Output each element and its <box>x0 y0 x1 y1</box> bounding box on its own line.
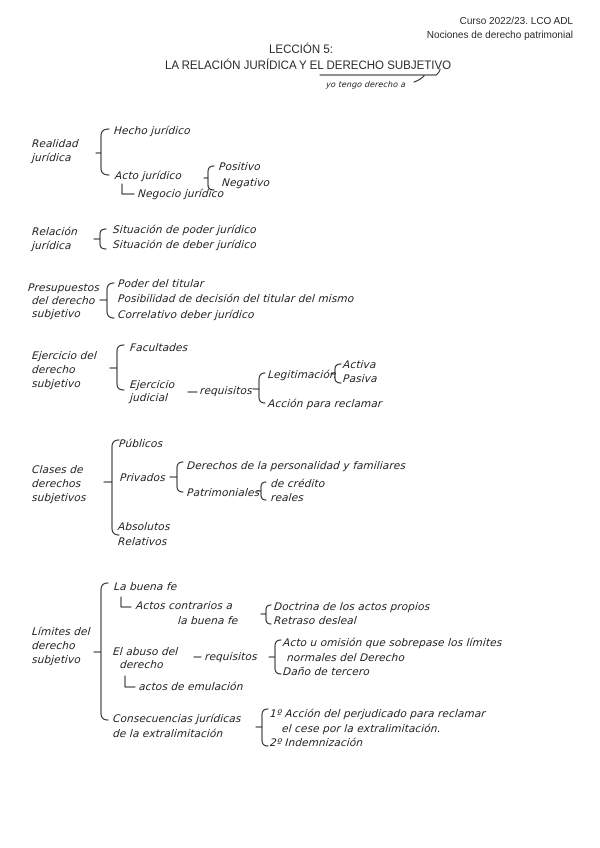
clases-label-3: subjetivos <box>31 492 87 504</box>
activa: Activa <box>342 359 377 371</box>
lesson-number: LECCIÓN 5: <box>269 44 333 56</box>
relacion-label-2: jurídica <box>31 240 72 252</box>
actos-emulacion: actos de emulación <box>138 681 244 693</box>
title-prefix: LA RELACIÓN JURÍDICA Y EL <box>165 60 327 72</box>
presupuestos-label-2: del derecho <box>31 295 96 307</box>
page-title <box>165 60 451 72</box>
accion-perjudicado-1: 1º Acción del perjudicado para reclamar <box>269 708 487 720</box>
actos-contrarios-1: Actos contrarios a <box>135 600 234 612</box>
pasiva: Pasiva <box>342 373 378 385</box>
publicos: Públicos <box>118 438 164 450</box>
acto-omision-2: normales del Derecho <box>286 652 406 664</box>
limites-label-3: subjetivo <box>31 654 82 666</box>
indemnizacion: 2º Indemnización <box>269 737 364 749</box>
dano-tercero: Daño de tercero <box>282 666 371 678</box>
doctrina-actos-propios: Doctrina de los actos propios <box>273 601 431 613</box>
consecuencias-2: de la extralimitación <box>112 728 224 740</box>
negocio-juridico: Negocio jurídico <box>137 188 225 200</box>
subject-label: Nociones de derecho patrimonial <box>426 30 573 41</box>
presupuestos-label-1: Presupuestos <box>27 282 101 294</box>
situacion-poder: Situación de poder jurídico <box>112 224 257 236</box>
relativos: Relativos <box>117 536 168 548</box>
positivo: Positivo <box>218 161 262 173</box>
actos-contrarios-2: la buena fe <box>177 615 239 627</box>
posibilidad-decision: Posibilidad de decisión del titular del mismo <box>117 293 355 305</box>
presupuestos-label-3: subjetivo <box>31 308 82 320</box>
poder-titular: Poder del titular <box>117 278 205 290</box>
abuso-derecho-2: derecho <box>119 659 164 671</box>
consecuencias-1: Consecuencias jurídicas <box>112 713 242 725</box>
ejercicio-label-3: subjetivo <box>31 378 82 390</box>
abuso-derecho-1: El abuso del <box>112 646 179 658</box>
title-underlined: DERECHO SUBJETIVO <box>326 60 452 72</box>
acto-juridico: Acto jurídico <box>114 170 183 182</box>
acto-omision-1: Acto u omisión que sobrepase los límites <box>282 637 503 649</box>
privados: Privados <box>119 472 166 484</box>
legitimacion: Legitimación <box>267 369 337 381</box>
absolutos: Absolutos <box>117 521 171 533</box>
course-label: Curso 2022/23. LCO ADL <box>459 16 573 27</box>
facultades: Facultades <box>129 342 189 354</box>
relacion-label-1: Relación <box>31 226 79 238</box>
limites-label-1: Límites del <box>31 626 91 638</box>
ejercicio-requisitos: requisitos <box>199 385 253 397</box>
clases-label-2: derechos <box>31 478 82 490</box>
clases-label-1: Clases de <box>31 464 84 476</box>
de-credito: de crédito <box>270 478 326 490</box>
retraso-desleal: Retraso desleal <box>273 615 358 627</box>
patrimoniales: Patrimoniales <box>186 487 261 499</box>
accion-perjudicado-2: el cese por la extralimitación. <box>281 723 442 735</box>
ejercicio-judicial-2: judicial <box>129 392 169 404</box>
realidad-label-1: Realidad <box>31 138 80 150</box>
ejercicio-judicial-1: Ejercicio <box>129 379 176 391</box>
limites-label-2: derecho <box>31 640 76 652</box>
reales: reales <box>270 492 305 504</box>
situacion-deber: Situación de deber jurídico <box>112 239 257 251</box>
ejercicio-label-2: derecho <box>31 364 76 376</box>
negativo: Negativo <box>221 177 271 189</box>
abuso-requisitos: requisitos <box>204 651 258 663</box>
accion-reclamar: Acción para reclamar <box>267 398 383 410</box>
derechos-personalidad: Derechos de la personalidad y familiares <box>186 460 407 472</box>
hecho-juridico: Hecho jurídico <box>113 125 191 137</box>
buena-fe: La buena fe <box>113 581 178 593</box>
title-note: yo tengo derecho a <box>325 80 406 89</box>
correlativo-deber: Correlativo deber jurídico <box>117 309 255 321</box>
realidad-label-2: jurídica <box>31 152 72 164</box>
ejercicio-label-1: Ejercicio del <box>31 350 98 362</box>
